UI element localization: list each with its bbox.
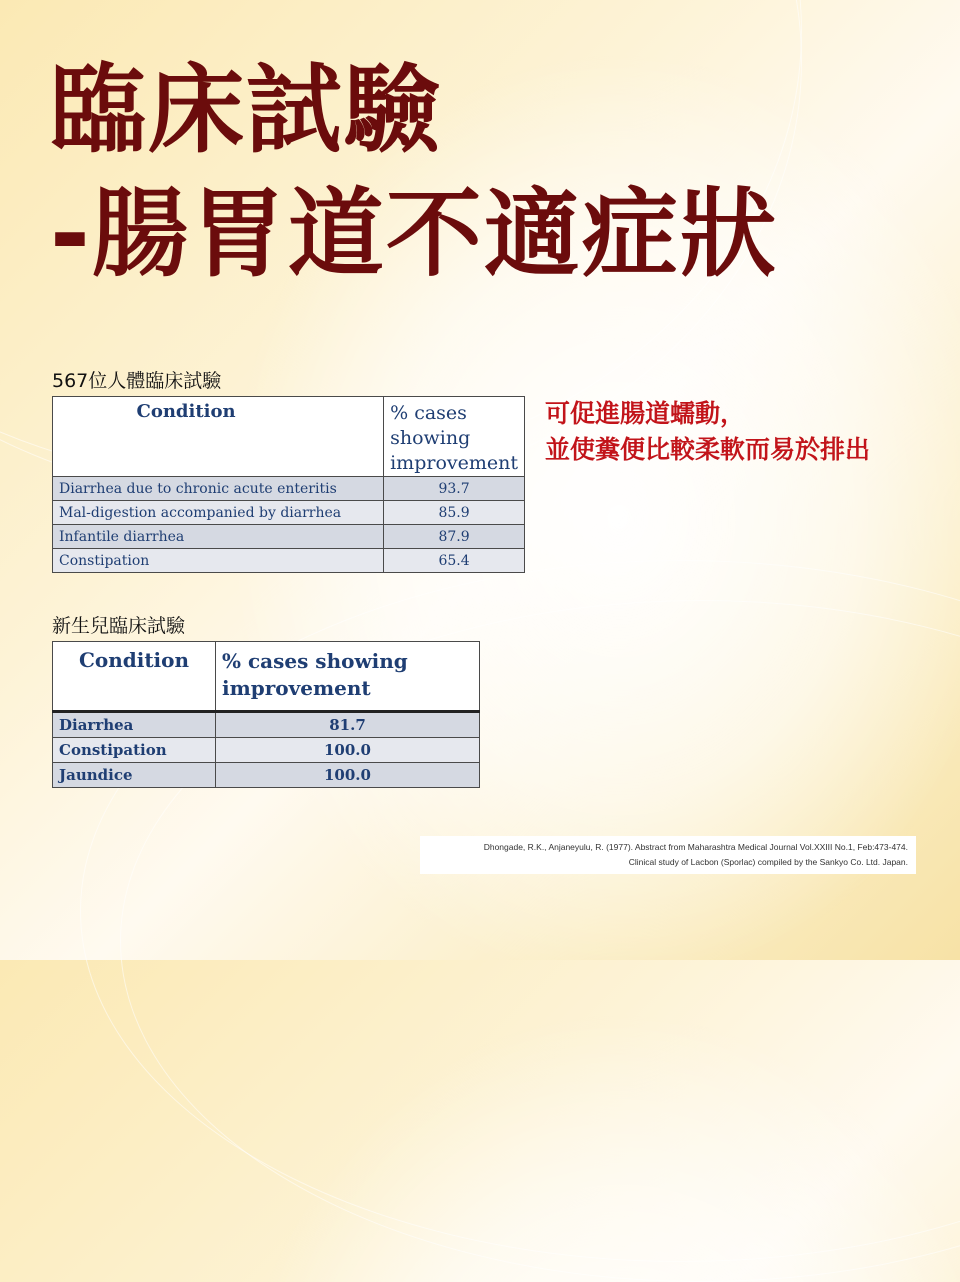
value-cell: 65.4 bbox=[384, 549, 525, 573]
table-row bbox=[53, 763, 480, 788]
percent-header-line2: improvement bbox=[222, 676, 371, 700]
reference-line2: Clinical study of Lacbon (Sporlac) compiled by the Sankyo Co. Ltd. Japan. bbox=[628, 857, 908, 867]
percent-header-line2: improvement bbox=[390, 452, 518, 474]
value-cell: 93.7 bbox=[384, 477, 525, 501]
benefit-note bbox=[545, 396, 870, 468]
percent-header-line1: % cases showing bbox=[390, 402, 471, 449]
page-title: 臨床試驗 bbox=[50, 54, 442, 166]
condition-header: Condition bbox=[53, 642, 216, 712]
condition-cell: Diarrhea due to chronic acute enteritis bbox=[53, 477, 384, 501]
table-header-row bbox=[53, 397, 525, 477]
references bbox=[420, 836, 916, 874]
condition-header: Condition bbox=[53, 397, 384, 477]
value-cell: 81.7 bbox=[216, 712, 480, 738]
condition-cell: Jaundice bbox=[53, 763, 216, 788]
table-row bbox=[53, 477, 525, 501]
adult-trial-caption: 567位人體臨床試驗 bbox=[52, 370, 222, 392]
newborn-trial-caption: 新生兒臨床試驗 bbox=[52, 615, 186, 637]
newborn-trial-table bbox=[52, 641, 480, 788]
table-row bbox=[53, 712, 480, 738]
benefit-note-line2: 並使糞便比較柔軟而易於排出 bbox=[545, 435, 871, 464]
adult-trial-table bbox=[52, 396, 525, 573]
page-subtitle: -腸胃道不適症狀 bbox=[50, 178, 778, 290]
value-cell: 87.9 bbox=[384, 525, 525, 549]
table-row bbox=[53, 501, 525, 525]
table-row bbox=[53, 549, 525, 573]
percent-header-line1: % cases showing bbox=[222, 649, 408, 673]
condition-cell: Constipation bbox=[53, 549, 384, 573]
percent-header bbox=[384, 397, 525, 477]
table-row bbox=[53, 525, 525, 549]
benefit-note-line1: 可促進腸道蠕動， bbox=[545, 399, 746, 428]
condition-cell: Infantile diarrhea bbox=[53, 525, 384, 549]
condition-cell: Diarrhea bbox=[53, 712, 216, 738]
value-cell: 85.9 bbox=[384, 501, 525, 525]
reference-line1: Dhongade, R.K., Anjaneyulu, R. (1977). Abstract from Maharashtra Medical Journal Vol.XXIII No.1, Feb:473-474. bbox=[483, 842, 908, 852]
value-cell: 100.0 bbox=[216, 763, 480, 788]
table-header-row bbox=[53, 642, 480, 712]
table-row bbox=[53, 738, 480, 763]
value-cell: 100.0 bbox=[216, 738, 480, 763]
condition-cell: Mal-digestion accompanied by diarrhea bbox=[53, 501, 384, 525]
condition-cell: Constipation bbox=[53, 738, 216, 763]
percent-header bbox=[216, 642, 480, 712]
